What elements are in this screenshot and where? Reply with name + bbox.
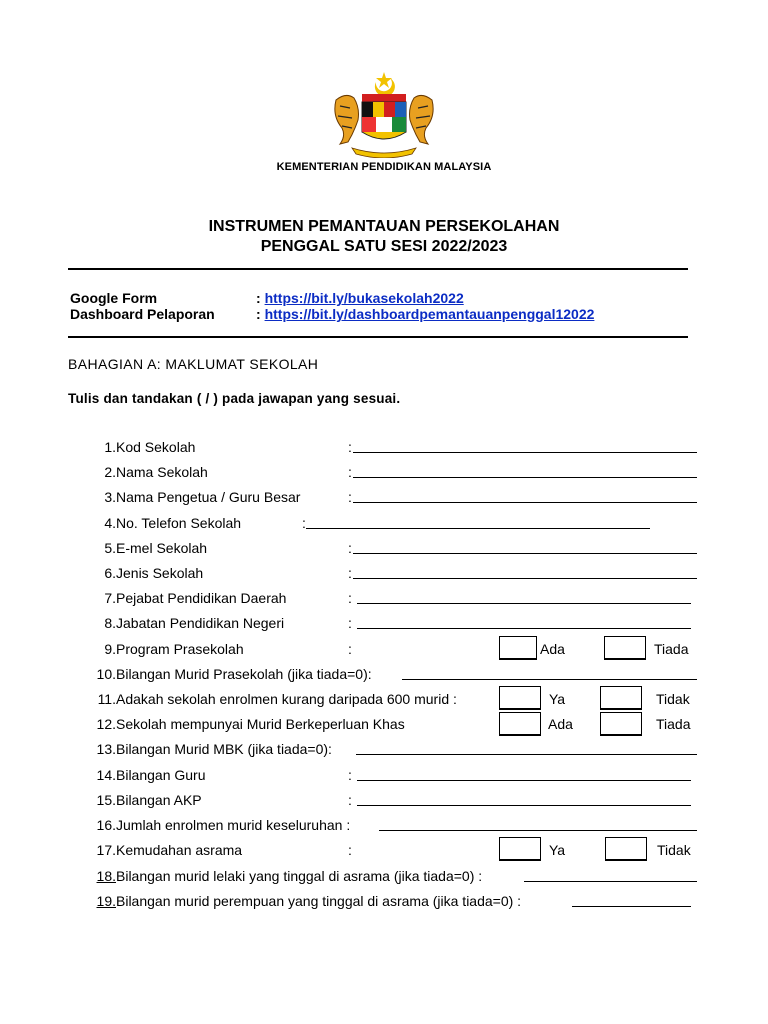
option-label: Ada (548, 716, 573, 732)
item-number: 14. (96, 767, 116, 783)
item-number: 3. (104, 489, 116, 505)
coat-of-arms-logo (328, 70, 440, 158)
form-row-19 (0, 893, 768, 913)
item-number: 15. (96, 792, 116, 808)
answer-line-ppd[interactable] (357, 590, 691, 604)
form-row-10 (0, 666, 768, 686)
colon: : (348, 615, 352, 631)
form-row-7 (0, 590, 768, 610)
document-subtitle: PENGGAL SATU SESI 2022/2023 (260, 238, 508, 255)
google-form-label: Google Form (70, 290, 158, 306)
item-number: 18. (96, 868, 116, 884)
item-label: No. Telefon Sekolah (116, 515, 242, 531)
colon: : (348, 842, 352, 858)
document-title: INSTRUMEN PEMANTAUAN PERSEKOLAHAN (208, 218, 560, 235)
divider-top (68, 268, 688, 270)
item-label: Nama Pengetua / Guru Besar (116, 489, 301, 505)
checkbox-mbk-tiada[interactable] (600, 712, 642, 736)
item-label: Kod Sekolah (116, 439, 196, 455)
answer-line-jpn[interactable] (357, 615, 691, 629)
colon: : (302, 515, 306, 531)
answer-line-nama-sekolah[interactable] (353, 464, 697, 478)
item-number: 11. (97, 691, 116, 707)
checkbox-prasekolah-ada[interactable] (499, 636, 537, 660)
answer-line-nama-pengetua[interactable] (353, 489, 697, 503)
form-row-11 (0, 691, 768, 711)
item-number: 4. (104, 515, 116, 531)
item-label: Bilangan Murid MBK (jika tiada=0): (116, 741, 332, 757)
answer-line-murid-mbk[interactable] (356, 741, 697, 755)
form-row-15 (0, 792, 768, 812)
item-label: Bilangan AKP (116, 792, 202, 808)
option-label: Ya (549, 691, 566, 707)
google-form-link-row (256, 290, 464, 306)
item-number: 6. (104, 565, 116, 581)
answer-line-telefon[interactable] (306, 515, 650, 529)
checkbox-enrolmen-ya[interactable] (499, 686, 541, 710)
form-row-12 (0, 716, 768, 736)
item-number: 5. (104, 540, 116, 556)
item-number: 8. (104, 615, 116, 631)
item-number: 7. (104, 590, 116, 606)
item-label: Bilangan Murid Prasekolah (jika tiada=0): (116, 666, 372, 682)
item-label: Bilangan Guru (116, 767, 206, 783)
option-label: Tidak (657, 842, 691, 858)
option-label: Tidak (656, 691, 690, 707)
form-row-3 (0, 489, 768, 509)
option-label: Tiada (656, 716, 691, 732)
dashboard-label: Dashboard Pelaporan (70, 306, 215, 322)
item-number: 13. (96, 741, 116, 757)
dashboard-link[interactable]: https://bit.ly/dashboardpemantauanpenggal12022 (264, 306, 595, 322)
google-form-link[interactable]: https://bit.ly/bukasekolah2022 (264, 290, 464, 306)
colon: : (348, 767, 352, 783)
item-number: 2. (104, 464, 116, 480)
item-number: 1. (104, 439, 116, 455)
google-form-colon: : (256, 290, 261, 306)
answer-line-murid-prasekolah[interactable] (402, 666, 697, 680)
dashboard-colon: : (256, 306, 261, 322)
form-row-4 (0, 515, 768, 535)
checkbox-enrolmen-tidak[interactable] (600, 686, 642, 710)
colon: : (348, 540, 352, 556)
form-row-14 (0, 767, 768, 787)
option-label: Tiada (654, 641, 689, 657)
answer-line-jenis-sekolah[interactable] (353, 565, 697, 579)
item-number: 17. (96, 842, 116, 858)
dashboard-link-row (256, 306, 594, 322)
item-label: Sekolah mempunyai Murid Berkeperluan Khas (116, 716, 405, 732)
ministry-name: KEMENTERIAN PENDIDIKAN MALAYSIA (276, 161, 492, 173)
answer-line-bilangan-guru[interactable] (357, 767, 691, 781)
item-number: 9. (104, 641, 116, 657)
option-label: Ada (540, 641, 565, 657)
item-number: 10. (96, 666, 116, 682)
answer-line-kod-sekolah[interactable] (353, 439, 697, 453)
item-label: E-mel Sekolah (116, 540, 208, 556)
form-row-18 (0, 868, 768, 888)
item-label: Adakah sekolah enrolmen kurang daripada 600 murid : (116, 691, 457, 707)
item-label: Kemudahan asrama (116, 842, 243, 858)
colon: : (348, 464, 352, 480)
form-row-8 (0, 615, 768, 635)
answer-line-murid-lelaki-asrama[interactable] (524, 868, 697, 882)
answer-line-bilangan-akp[interactable] (357, 792, 691, 806)
item-label: Nama Sekolah (116, 464, 208, 480)
form-row-16 (0, 817, 768, 837)
checkbox-asrama-ya[interactable] (499, 837, 541, 861)
item-label: Jumlah enrolmen murid keseluruhan : (116, 817, 351, 833)
colon: : (348, 439, 352, 455)
answer-line-murid-perempuan-asrama[interactable] (572, 893, 691, 907)
form-row-1 (0, 439, 768, 459)
item-label: Jabatan Pendidikan Negeri (116, 615, 285, 631)
item-label: Pejabat Pendidikan Daerah (116, 590, 287, 606)
form-row-13 (0, 741, 768, 761)
answer-line-jumlah-enrolmen[interactable] (379, 817, 697, 831)
item-label: Bilangan murid lelaki yang tinggal di asrama (jika tiada=0) : (116, 868, 483, 884)
colon: : (348, 489, 352, 505)
checkbox-mbk-ada[interactable] (499, 712, 541, 736)
item-label: Bilangan murid perempuan yang tinggal di asrama (jika tiada=0) : (116, 893, 522, 909)
divider-bottom (68, 336, 688, 338)
form-row-2 (0, 464, 768, 484)
form-row-6 (0, 565, 768, 585)
item-number: 19. (96, 893, 116, 909)
form-row-5 (0, 540, 768, 560)
form-row-17 (0, 842, 768, 862)
item-number: 16. (96, 817, 116, 833)
item-number: 12. (96, 716, 116, 732)
instruction-text: Tulis dan tandakan ( / ) pada jawapan yang sesuai. (68, 391, 401, 406)
option-label: Ya (549, 842, 566, 858)
section-title: BAHAGIAN A: MAKLUMAT SEKOLAH (68, 356, 319, 372)
colon: : (348, 641, 352, 657)
item-label: Jenis Sekolah (116, 565, 204, 581)
form-row-9 (0, 641, 768, 661)
checkbox-prasekolah-tiada[interactable] (604, 636, 646, 660)
colon: : (348, 565, 352, 581)
item-label: Program Prasekolah (116, 641, 244, 657)
answer-line-emel[interactable] (353, 540, 697, 554)
colon: : (348, 590, 352, 606)
checkbox-asrama-tidak[interactable] (605, 837, 647, 861)
colon: : (348, 792, 352, 808)
